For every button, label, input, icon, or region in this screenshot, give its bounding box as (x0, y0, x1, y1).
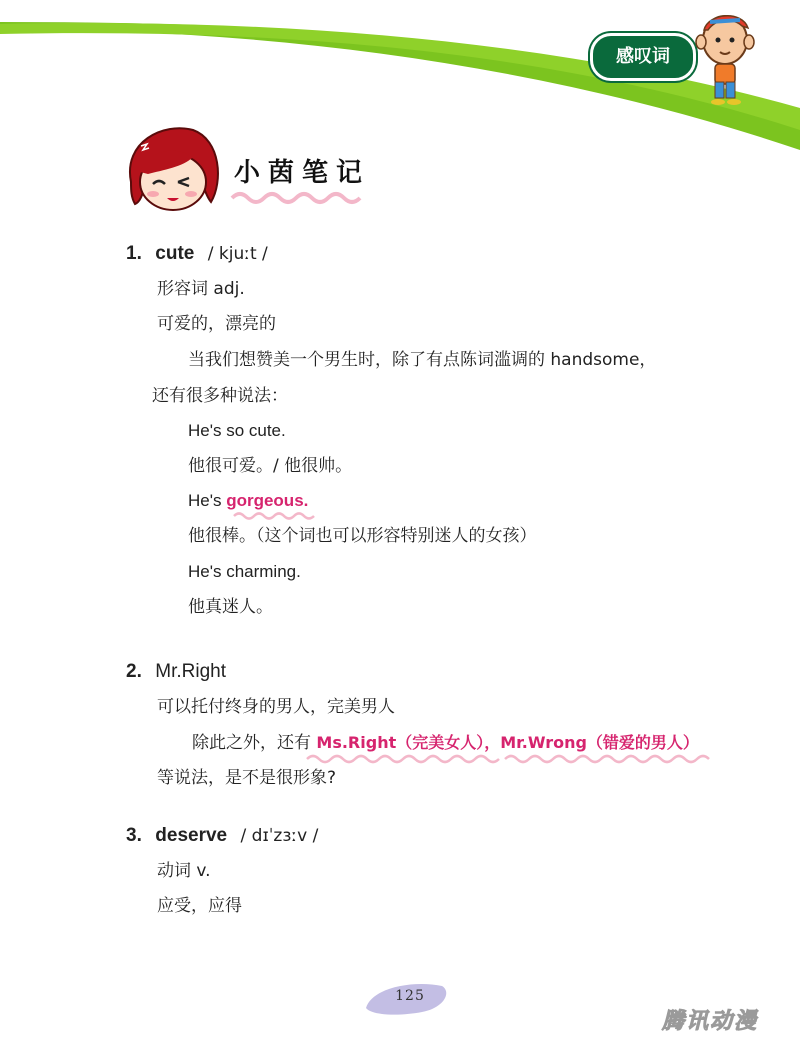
entry-2-extra-highlight: Ms.Right（完美女人），Mr.Wrong（错爱的男人） (316, 733, 699, 752)
entry-3-header (126, 825, 318, 847)
entry-3-pos: 动词 v. (157, 861, 211, 881)
entry-2-header (126, 661, 226, 683)
example-1-zh: 他很可爱。/ 他很帅。 (188, 456, 353, 476)
entry-1-word: cute (155, 243, 195, 264)
entry-1-meaning: 可爱的，漂亮的 (157, 314, 276, 334)
watermark-logo: 腾讯动漫 (662, 1009, 759, 1034)
entry-2-extra (192, 732, 699, 754)
entry-1-number: 1. (126, 243, 142, 264)
header-swoosh (0, 0, 800, 170)
entry-1-intro-line1: 当我们想赞美一个男生时，除了有点陈词滥调的 handsome， (188, 350, 657, 370)
girl-avatar-illustration (123, 122, 223, 217)
entry-3-word: deserve (155, 825, 228, 846)
entry-3-phonetic: / dɪˈzɜːv / (240, 826, 319, 846)
entry-3-meaning: 应受，应得 (157, 896, 242, 916)
example-2-en (188, 490, 308, 512)
category-tag-label: 感叹词 (616, 46, 670, 67)
entry-2-word: Mr.Right (155, 661, 227, 682)
notes-title: 小茵笔记 (234, 158, 371, 188)
title-underline-wave (230, 188, 362, 208)
highlight-wave-1 (232, 510, 318, 522)
highlight-wave-2 (305, 752, 720, 766)
example-3-en: He's charming. (188, 562, 301, 581)
example-2-zh: 他很棒。（这个词也可以形容特别迷人的女孩） (188, 526, 537, 546)
entry-1-phonetic: / kjuːt / (207, 244, 268, 264)
entry-3-number: 3. (126, 825, 142, 846)
example-3-zh: 他真迷人。 (188, 597, 273, 617)
entry-2-number: 2. (126, 661, 142, 682)
example-2-en-prefix: He's (188, 491, 227, 510)
entry-2-extra-prefix: 除此之外，还有 (192, 733, 317, 753)
category-tag (590, 33, 696, 81)
entry-1-header (126, 243, 268, 265)
page-number: 125 (395, 988, 425, 1004)
entry-2-extra-line2: 等说法，是不是很形象? (157, 768, 337, 788)
entry-2-meaning: 可以托付终身的男人，完美男人 (157, 697, 395, 717)
example-1-en: He's so cute. (188, 421, 286, 440)
entry-1-intro-line2: 还有很多种说法： (152, 386, 288, 406)
cartoon-boy-illustration (690, 8, 760, 108)
example-2-highlight: gorgeous. (226, 491, 309, 510)
entry-1-pos: 形容词 adj. (157, 279, 245, 299)
